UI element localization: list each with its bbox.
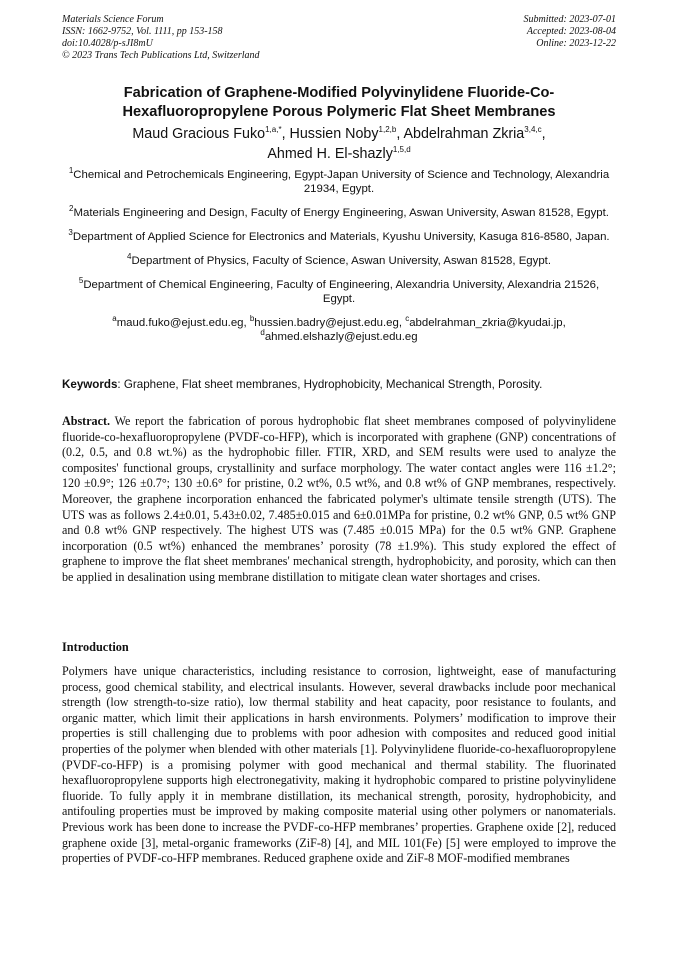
- author-affil-sup: 1,a,*: [265, 125, 282, 135]
- affiliation-number: 3: [68, 228, 73, 238]
- affiliation-number: 5: [78, 276, 84, 286]
- affiliation-text: Materials Engineering and Design, Faculty of Energy Engineering, Aswan University, Aswan 81528, Egypt.: [73, 207, 609, 219]
- email-sup: c: [405, 314, 410, 324]
- submitted-date: Submitted: 2023-07-01: [523, 14, 616, 25]
- journal-name: Materials Science Forum: [62, 14, 164, 25]
- affiliation-number: 2: [69, 204, 74, 214]
- author-separator: ,: [281, 126, 290, 142]
- author-separator: ,: [396, 126, 404, 142]
- online-date: Online: 2023-12-22: [536, 38, 616, 49]
- email-link[interactable]: hussien.badry@ejust.edu.eg,: [254, 317, 406, 329]
- introduction-heading: Introduction: [62, 640, 129, 654]
- affiliation-text: Chemical and Petrochemicals Engineering, Egypt-Japan University of Science and Technology, Alexandria 21934, Egypt.: [73, 169, 610, 195]
- abstract: [62, 414, 616, 586]
- journal-header-right: [524, 14, 617, 50]
- keywords-text: : Graphene, Flat sheet membranes, Hydrophobicity, Mechanical Strength, Porosity.: [117, 378, 543, 391]
- affiliation-number: 4: [127, 252, 132, 262]
- keywords-line: [62, 378, 616, 392]
- affiliation-item: [62, 230, 616, 244]
- accepted-date: Accepted: 2023-08-04: [526, 26, 616, 37]
- email-sup: d: [260, 328, 265, 338]
- title-line-1: Fabrication of Graphene-Modified Polyvinylidene Fluoride-Co-: [123, 85, 555, 101]
- affiliation-text: Department of Physics, Faculty of Science, Aswan University, Aswan 81528, Egypt.: [131, 255, 551, 267]
- author-affil-sup: 3,4,c: [524, 125, 542, 135]
- email-link[interactable]: abdelrahman_zkria@kyudai.jp,: [409, 317, 566, 329]
- paper-title: [62, 84, 616, 122]
- affiliation-text: Department of Chemical Engineering, Faculty of Engineering, Alexandria University, Alexandria 21526, Egypt.: [83, 279, 600, 305]
- journal-header-left: [62, 14, 260, 62]
- abstract-label: Abstract.: [62, 414, 111, 428]
- keywords-label: Keywords: [62, 378, 118, 391]
- copyright-line: © 2023 Trans Tech Publications Ltd, Switzerland: [62, 50, 260, 61]
- affiliation-item: [62, 168, 616, 196]
- author-name: Abdelrahman Zkria: [403, 126, 525, 142]
- affiliations: [62, 168, 616, 344]
- affiliation-text: Department of Applied Science for Electronics and Materials, Kyushu University, Kasuga 816-8580, Japan.: [72, 231, 610, 243]
- abstract-text: We report the fabrication of porous hydrophobic flat sheet membranes composed of polyvinylidene fluoride-co-hexafluoropropylene (PVDF-co-HFP), which is incorporated with graphene (GNP) concentrations of (0.2, 0.5, and 0.8 wt.%) as the hydrophobic filler. FTIR, XRD, and SEM results were used to analyze the composites' functional groups, crystallinity and surface morphology. The water contact angles were 116 ±1.2°; 120 ±0.9°; 126 ±0.7°; 130 ±0.6° for pristine, 0.2 wt%, 0.5 wt%, and 0.8 wt% of GNP membranes, respectively. Moreover, the graphene incorporation enhanced the fabricated polymer's ultimate tensile strength (UTS). The UTS was as follows 2.4±0.01, 5.43±0.02, 7.485±0.015 and 6±0.01MPa for pristine, 0.2 wt% GNP, 0.5 wt% GNP and 0.8 wt% GNP respectively. The highest UTS was (7.485 ±0.015 MPa) for the 0.5 wt% GNP. Graphene incorporation (0.5 wt%) enhanced the membranes’ porosity (78 ±1.9%). This study explored the effect of graphene to improve the flat sheet membranes' mechanical strength, hydrophobicity, and porosity, which can then be applied in desalination using membrane distillation to mitigate clean water shortages and crises.: [62, 414, 616, 584]
- author-name: Maud Gracious Fuko: [132, 126, 266, 142]
- affiliation-number: 1: [68, 166, 74, 176]
- author-separator: ,: [541, 126, 546, 142]
- affiliation-item: [62, 278, 616, 306]
- affiliation-item: [62, 206, 616, 220]
- issn-line: ISSN: 1662-9752, Vol. 1111, pp 153-158: [62, 26, 223, 37]
- author-list: [62, 124, 616, 164]
- doi-line: doi:10.4028/p-sJI8mU: [62, 38, 153, 49]
- email-link[interactable]: ahmed.elshazly@ejust.edu.eg: [264, 331, 418, 343]
- author-affil-sup: 1,5,d: [392, 145, 411, 155]
- introduction-text: Polymers have unique characteristics, including resistance to corrosion, lightweight, ease of manufacturing process, good chemical stability, and electrical insulants. However, several drawbacks include poor mechanical strength (low strength-to-size ratio), low thermal stability and heat capacity, poor resistance to foulants, and organic matter, which limit their applications in harsh environments. Polymers’ modification to improve their properties is still challenging due to problems with poor adhesion with composites and reduced good initial properties of the polymer when blended with other materials [1]. Polyvinylidene fluoride-co-hexafluoropropylene (PVDF-co-HFP) is a promising polymer with good mechanical and thermal stability. The fluorinated hexafluoropropylene supports high electronegativity, making it hydrophobic compared to pristine polyvinylidene fluoride. To fully apply it in membrane distillation, its mechanical strength, porosity, hydrophobicity, and antifouling properties must be improved by making composite material using other polymers or nanomaterials. Previous work has been done to increase the PVDF-co-HFP membranes’ properties. Graphene oxide [2], reduced graphene oxide [3], metal-organic frameworks (ZiF-8) [4], and MIL 101(Fe) [5] were employed to improve the properties of PVDF-co-HFP membranes. Reduced graphene oxide and ZiF-8 MOF-modified membranes: [62, 664, 616, 866]
- email-sup: b: [249, 314, 255, 324]
- affiliation-item: [62, 254, 616, 268]
- email-link[interactable]: maud.fuko@ejust.edu.eg,: [116, 317, 250, 329]
- author-affil-sup: 1,2,b: [378, 125, 397, 135]
- title-line-2: Hexafluoropropylene Porous Polymeric Flat Sheet Membranes: [122, 104, 556, 120]
- author-emails: [62, 316, 616, 344]
- author-name: Ahmed H. El-shazly: [267, 146, 393, 162]
- author-name: Hussien Noby: [289, 126, 379, 142]
- email-sup: a: [112, 314, 117, 324]
